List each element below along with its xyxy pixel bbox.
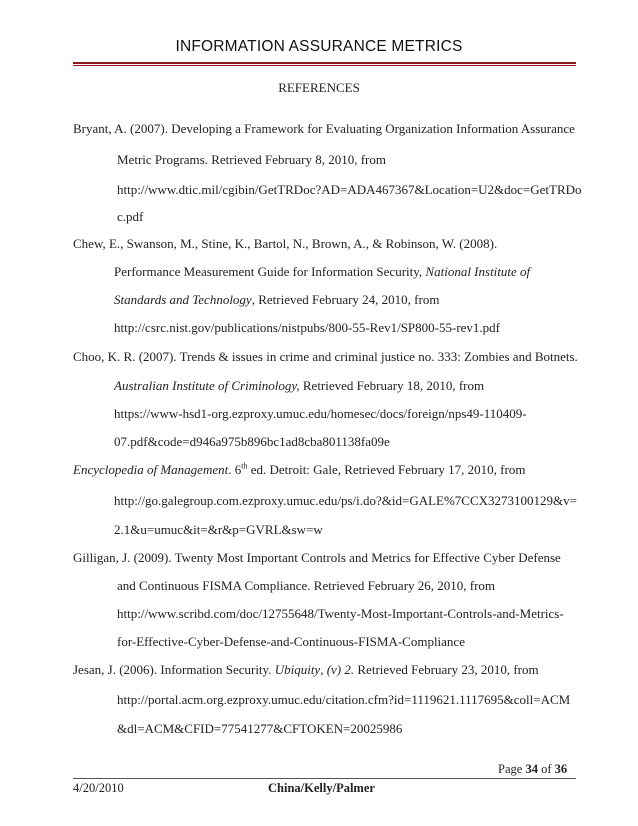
reference-line: Choo, K. R. (2007). Trends & issues in crime and criminal justice no. 333: Zombies and Botnets. (73, 349, 578, 364)
reference-url: 07.pdf&code=d946a975b896bc1ad8cba801138fa09e (114, 434, 390, 449)
reference-text: , (320, 662, 327, 677)
reference-line (114, 264, 530, 280)
reference-text: Retrieved February 18, 2010, from (299, 378, 485, 393)
footer-date: 4/20/2010 (73, 781, 124, 795)
reference-url: https://www-hsd1-org.ezproxy.umuc.edu/homesec/docs/foreign/nps49-110409- (114, 406, 527, 421)
reference-italic-text: Australian Institute of Criminology, (114, 378, 300, 393)
reference-line (73, 662, 539, 678)
page-current: 34 (525, 762, 538, 776)
reference-url: http://www.dtic.mil/cgibin/GetTRDoc?AD=ADA467367&Location=U2&doc=GetTRDo (117, 182, 582, 197)
reference-line (73, 462, 525, 478)
page-prefix: Page (498, 762, 526, 776)
reference-line: Gilligan, J. (2009). Twenty Most Important Controls and Metrics for Effective Cyber Defense (73, 550, 561, 565)
reference-text: ed. Detroit: Gale, Retrieved February 17, 2010, from (247, 462, 526, 477)
reference-text: . 6 (228, 462, 242, 477)
reference-italic-text: (v) 2. (326, 662, 355, 677)
reference-line (114, 378, 484, 394)
running-header-title: INFORMATION ASSURANCE METRICS (175, 38, 463, 55)
reference-line: Metric Programs. Retrieved February 8, 2010, from (117, 152, 386, 167)
page-number (498, 762, 567, 777)
superscript-text: th (241, 461, 248, 471)
reference-text: Retrieved February 23, 2010, from (354, 662, 539, 677)
reference-url: http://csrc.nist.gov/publications/nistpubs/800-55-Rev1/SP800-55-rev1.pdf (114, 320, 501, 335)
reference-text: , Retrieved February 24, 2010, from (251, 292, 440, 307)
header-rule (73, 62, 576, 64)
reference-url: http://go.galegroup.com.ezproxy.umuc.edu/ps/i.do?&id=GALE%7CCX3273100129&v= (114, 493, 577, 508)
footer-rule (73, 778, 576, 779)
reference-italic-text: National Institute of (425, 264, 531, 279)
reference-italic-text: Standards and Technology (114, 292, 252, 307)
reference-line (114, 292, 439, 308)
reference-italic-text: Ubiquity (274, 662, 321, 677)
section-title: REFERENCES (278, 80, 360, 95)
reference-url: for-Effective-Cyber-Defense-and-Continuous-FISMA-Compliance (117, 634, 465, 649)
reference-line: Chew, E., Swanson, M., Stine, K., Bartol, N., Brown, A., & Robinson, W. (2008). (73, 236, 498, 251)
reference-url: 2.1&u=umuc&it=&r&p=GVRL&sw=w (114, 522, 323, 537)
reference-line: Bryant, A. (2007). Developing a Framework for Evaluating Organization Information Assurance (73, 121, 575, 136)
reference-text: Jesan, J. (2006). Information Security. (73, 662, 275, 677)
reference-url: &dl=ACM&CFID=77541277&CFTOKEN=20025986 (117, 721, 403, 736)
reference-line: and Continuous FISMA Compliance. Retrieved February 26, 2010, from (117, 578, 496, 593)
reference-url: http://www.scribd.com/doc/12755648/Twenty-Most-Important-Controls-and-Metrics- (117, 606, 564, 621)
footer-authors: China/Kelly/Palmer (268, 781, 375, 795)
reference-italic-text: Encyclopedia of Management (73, 462, 229, 477)
page-of: of (537, 762, 555, 776)
header-rule-secondary (73, 65, 576, 66)
reference-url: c.pdf (117, 209, 144, 224)
page-total: 36 (554, 762, 568, 776)
reference-text: Performance Measurement Guide for Information Security, (114, 264, 426, 279)
reference-url: http://portal.acm.org.ezproxy.umuc.edu/citation.cfm?id=1119621.1117695&coll=ACM (117, 692, 571, 707)
